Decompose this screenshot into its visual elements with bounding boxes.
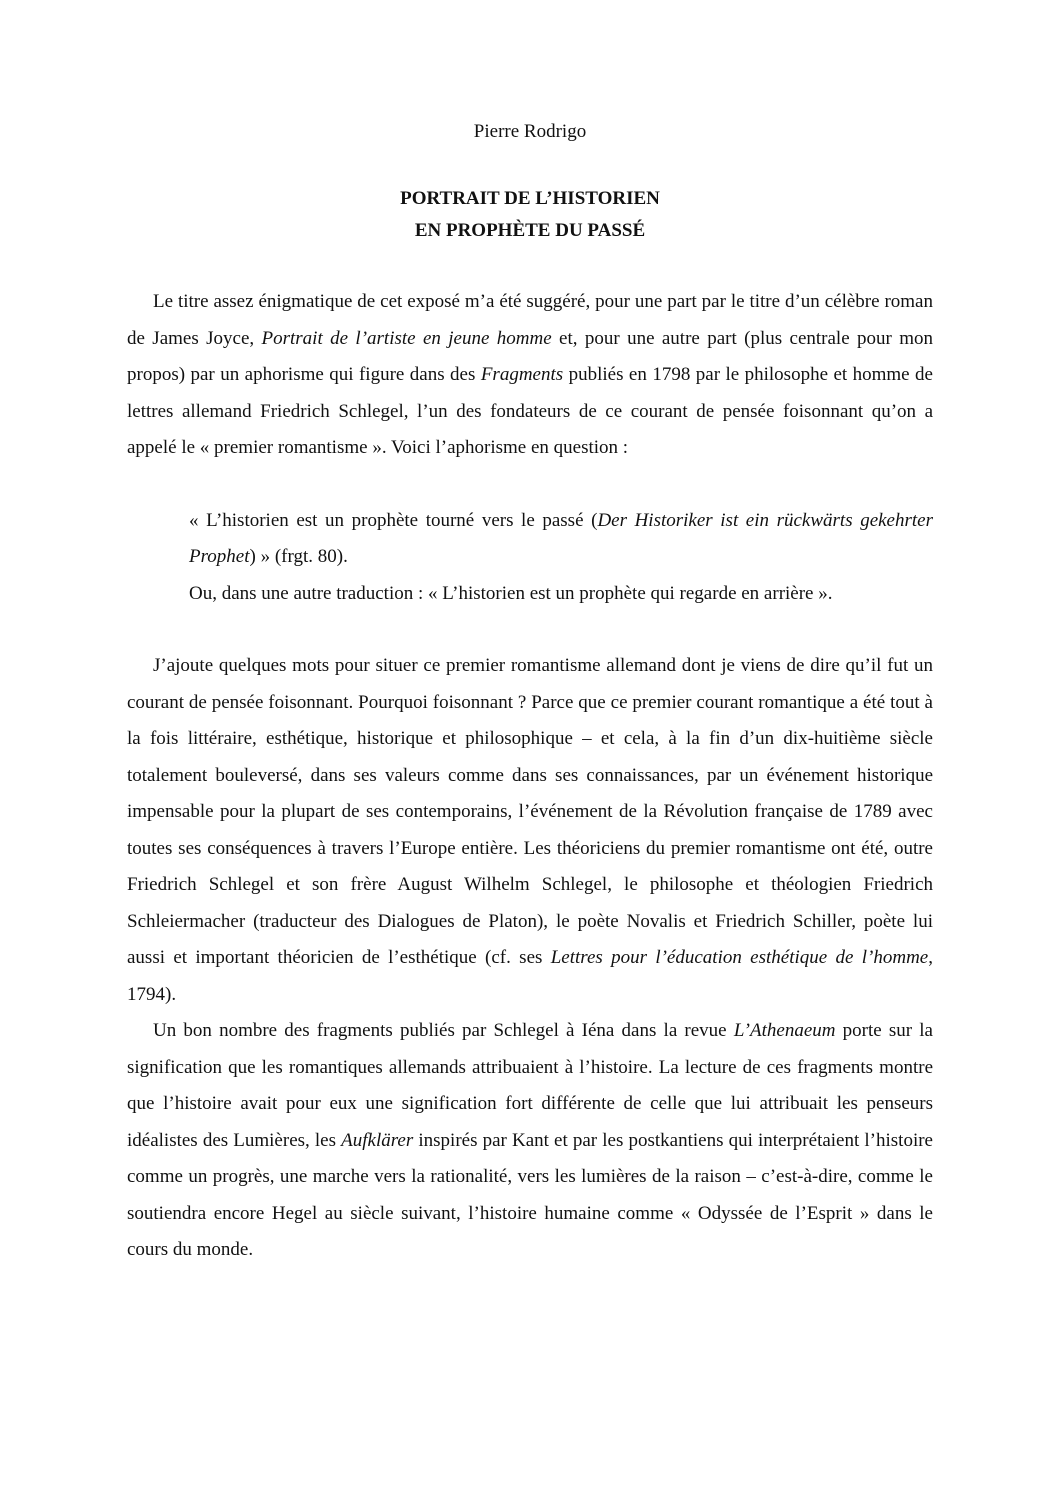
document-page: [127, 118, 933, 1269]
title-line-1: PORTRAIT DE L’HISTORIEN: [400, 188, 660, 209]
text-run: publiés en 1798 par le philosophe et homme de lettres allemand Friedrich Schlegel, l’un des fondateurs de ce courant de pensée foisonnant qu’on a appelé le « premier romantisme ». Voici l’aphorisme en question :: [127, 364, 933, 458]
quote-line-2: Ou, dans une autre traduction : « L’historien est un prophète qui regarde en arrière ».: [189, 582, 833, 604]
text-run: inspirés par Kant et par les postkantiens qui interprétaient l’histoire comme un progrès, une marche vers la rationalité, vers les lumières de la raison – c’est-à-dire, comme le soutiendra encore Hegel au siècle suivant, l’histoire humaine comme « Odyssée de l’Esprit » dans le cours du monde.: [127, 1129, 933, 1260]
text-run: J’ajoute quelques mots pour situer ce premier romantisme allemand dont je viens de dire qu’il fut un courant de pensée foisonnant. Pourquoi foisonnant ? Parce que ce premier courant romantique a été tout à la fois littéraire, esthétique, historique et philosophique – et cela, à la fin d’un dix-huitième siècle totalement bouleversé, dans ses valeurs comme dans ses connaissances, par un événement historique impensable pour la plupart de ses contemporains, l’événement de la Révolution française de 1789 avec toutes ses conséquences à travers l’Europe entière. Les théoriciens du premier romantisme ont été, outre Friedrich Schlegel et son frère August Wilhelm Schlegel, le philosophe et théologien Friedrich Schleiermacher (traducteur des Dialogues de Platon), le poète Novalis et Friedrich Schiller, poète lui aussi et important théoricien de l’esthétique (cf. ses: [127, 655, 933, 968]
paragraph-intro: [127, 284, 933, 467]
author-name: Pierre Rodrigo: [473, 121, 587, 142]
italic-run: Portrait de l’artiste en jeune homme: [261, 327, 552, 349]
italic-run: Lettres pour l’éducation esthétique de l’homme: [550, 947, 929, 968]
block-quote: [189, 503, 933, 613]
text-run: porte sur la signification que les romantiques allemands attribuaient à l’histoire. La lecture de ces fragments montre que l’histoire avait pour eux une signification fort différente de celle que lui attribuait les penseurs idéalistes des Lumières, les: [127, 1020, 933, 1151]
title-line-2: EN PROPHÈTE DU PASSÉ: [414, 220, 646, 241]
quote-line-1: [189, 503, 933, 576]
text-run: Le titre assez énigmatique de cet exposé m’a été suggéré, pour une part par le titre d’un célèbre roman de James Joyce,: [127, 291, 933, 349]
text-run: Un bon nombre des fragments publiés par Schlegel à Iéna dans la revue: [153, 1020, 734, 1041]
document-title: [127, 183, 933, 247]
italic-run: L’Athenaeum: [733, 1020, 836, 1041]
paragraph-fragments: [127, 1013, 933, 1269]
text-run: ) » (frgt. 80).: [249, 546, 348, 567]
paragraph-context: [127, 648, 933, 1013]
text-run: « L’historien est un prophète tourné vers le passé (: [189, 509, 598, 531]
italic-run: Aufklärer: [341, 1129, 414, 1151]
italic-run: Der Historiker ist ein rückwärts gekehrter Prophet: [189, 509, 933, 567]
text-run: , 1794).: [127, 947, 933, 1005]
text-run: et, pour une autre part (plus centrale pour mon propos) par un aphorisme qui figure dans des: [127, 327, 933, 385]
italic-run: Fragments: [480, 364, 564, 385]
